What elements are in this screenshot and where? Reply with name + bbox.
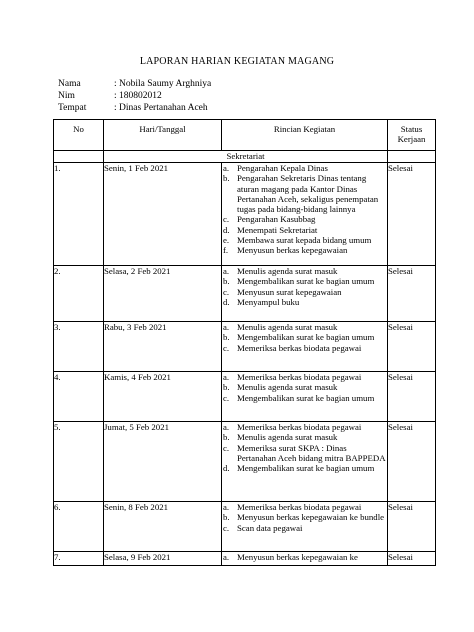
table-row — [54, 552, 436, 566]
row-activities — [222, 502, 388, 552]
activity-text: Pengarahan Kepala Dinas — [237, 163, 328, 173]
row-status: Selesai — [388, 163, 436, 266]
list-item — [222, 332, 387, 342]
row-status: Selesai — [388, 372, 436, 422]
activity-text: Menulis agenda surat masuk — [237, 432, 338, 443]
activity-text: Menyusun berkas kepegawaian ke — [237, 552, 358, 562]
row-date: Senin, 8 Feb 2021 — [104, 502, 222, 552]
activity-list — [222, 502, 387, 533]
list-marker: a. — [223, 266, 230, 276]
section-row — [54, 151, 436, 163]
row-date: Kamis, 4 Feb 2021 — [104, 372, 222, 422]
row-status: Selesai — [388, 266, 436, 322]
list-marker: d. — [223, 463, 230, 474]
row-status: Selesai — [388, 552, 436, 566]
list-marker: d. — [223, 224, 230, 235]
list-marker: b. — [223, 512, 230, 523]
row-number: 4. — [54, 372, 104, 422]
list-item — [222, 322, 387, 332]
row-date: Selasa, 9 Feb 2021 — [104, 552, 222, 566]
activity-text: Mengembalikan surat ke bagian umum — [237, 332, 375, 343]
activity-list — [222, 422, 387, 473]
activity-text: Memeriksa berkas biodata pegawai — [237, 342, 362, 353]
list-item — [222, 382, 387, 392]
list-marker: a. — [223, 163, 230, 173]
header-no: No — [54, 120, 104, 151]
list-item — [222, 235, 387, 245]
list-marker: c. — [223, 442, 230, 453]
list-marker: b. — [223, 382, 230, 393]
activity-text: Mengembalikan surat ke bagian umum — [237, 463, 375, 474]
list-item — [222, 287, 387, 297]
activity-text: Mengembalikan surat ke bagian umum — [237, 392, 375, 403]
list-marker: c. — [223, 286, 230, 297]
list-item — [222, 443, 387, 464]
activity-list — [222, 266, 387, 307]
list-item — [222, 523, 387, 533]
activity-text: Menulis agenda surat masuk — [237, 382, 338, 393]
table-row — [54, 372, 436, 422]
list-item — [222, 343, 387, 353]
list-marker: c. — [223, 392, 230, 403]
list-marker: a. — [223, 502, 230, 512]
row-number: 1. — [54, 163, 104, 266]
list-item — [222, 225, 387, 235]
list-item — [222, 432, 387, 442]
header-task: Rincian Kegiatan — [222, 120, 388, 151]
info-value: : 180802012 — [114, 91, 162, 101]
activity-text: Menyusun surat kepegawaian — [237, 286, 342, 297]
activity-list — [222, 163, 387, 256]
row-number: 5. — [54, 422, 104, 502]
activity-text: Mengembalikan surat ke bagian umum — [237, 276, 375, 287]
activity-text: Menyusun berkas kepegawaian — [237, 245, 348, 256]
activity-text: Pengarahan Kasubbag — [237, 214, 316, 225]
activity-text: Memeriksa berkas biodata pegawai — [237, 372, 362, 382]
activity-text: Menempati Sekretariat — [237, 224, 318, 235]
table-row — [54, 163, 436, 266]
activity-text: Memeriksa berkas biodata pegawai — [237, 502, 362, 512]
report-title: LAPORAN HARIAN KEGIATAN MAGANG — [139, 56, 335, 67]
row-number: 2. — [54, 266, 104, 322]
row-date: Senin, 1 Feb 2021 — [104, 163, 222, 266]
activity-list — [222, 322, 387, 353]
list-item — [222, 163, 387, 173]
list-marker: b. — [223, 332, 230, 343]
activity-text: Pengarahan Sekretaris Dinas tentang aturan magang pada Kantor Dinas Pertanahan Aceh, sekaligus penempatan tugas pada bidang-bidang lainnya — [237, 173, 379, 215]
list-item — [222, 463, 387, 473]
activity-text: Memeriksa surat SKPA : Dinas Pertanahan Aceh bidang mitra BAPPEDA — [237, 442, 386, 463]
info-value: : Dinas Pertanahan Aceh — [114, 103, 208, 113]
list-marker: a. — [223, 552, 230, 562]
list-marker: a. — [223, 422, 230, 432]
list-marker: c. — [223, 522, 230, 533]
row-status: Selesai — [388, 322, 436, 372]
row-activities — [222, 372, 388, 422]
row-date: Rabu, 3 Feb 2021 — [104, 322, 222, 372]
list-item — [222, 372, 387, 382]
info-value: : Nobila Saumy Arghniya — [114, 79, 212, 89]
list-marker: e. — [223, 235, 230, 246]
row-status: Selesai — [388, 422, 436, 502]
table-row — [54, 422, 436, 502]
list-item — [222, 393, 387, 403]
info-row-place — [58, 102, 208, 114]
activity-text: Membawa surat kepada bidang umum — [237, 235, 372, 246]
list-marker: b. — [223, 432, 230, 443]
info-label: Nim — [58, 91, 75, 101]
list-item — [222, 422, 387, 432]
row-activities — [222, 163, 388, 266]
list-marker: b. — [223, 173, 230, 184]
row-activities — [222, 322, 388, 372]
list-item — [222, 173, 387, 214]
row-status: Selesai — [388, 502, 436, 552]
list-item — [222, 552, 387, 562]
table-row — [54, 502, 436, 552]
header-date: Hari/Tanggal — [104, 120, 222, 151]
activity-text: Menulis agenda surat masuk — [237, 322, 338, 332]
row-date: Jumat, 5 Feb 2021 — [104, 422, 222, 502]
list-item — [222, 297, 387, 307]
list-marker: d. — [223, 296, 230, 307]
header-status: Status Kerjaan — [388, 120, 436, 151]
list-item — [222, 512, 387, 522]
activity-table — [53, 119, 436, 566]
list-item — [222, 502, 387, 512]
row-date: Selasa, 2 Feb 2021 — [104, 266, 222, 322]
row-number: 6. — [54, 502, 104, 552]
section-title: Sekretariat — [104, 151, 388, 163]
table-header-row — [54, 120, 436, 151]
list-marker: a. — [223, 322, 230, 332]
list-item — [222, 266, 387, 276]
activity-list — [222, 372, 387, 403]
activity-text: Menyusun berkas kepegawaian ke bundle — [237, 512, 385, 523]
list-marker: f. — [223, 245, 229, 256]
info-row-name — [58, 78, 211, 90]
list-item — [222, 214, 387, 224]
list-item — [222, 245, 387, 255]
activity-text: Scan data pegawai — [237, 522, 303, 533]
list-marker: a. — [223, 372, 230, 382]
list-item — [222, 276, 387, 286]
table-row — [54, 322, 436, 372]
list-marker: c. — [223, 214, 230, 225]
row-activities — [222, 552, 388, 566]
activity-text: Menulis agenda surat masuk — [237, 266, 338, 276]
activity-list — [222, 552, 387, 562]
row-activities — [222, 422, 388, 502]
activity-text: Menyampul buku — [237, 296, 300, 307]
list-marker: c. — [223, 342, 230, 353]
list-marker: b. — [223, 276, 230, 287]
info-label: Nama — [58, 79, 81, 89]
table-row — [54, 266, 436, 322]
info-row-nim — [58, 90, 162, 102]
activity-text: Memeriksa berkas biodata pegawai — [237, 422, 362, 432]
row-activities — [222, 266, 388, 322]
row-number: 7. — [54, 552, 104, 566]
info-label: Tempat — [58, 103, 87, 113]
row-number: 3. — [54, 322, 104, 372]
